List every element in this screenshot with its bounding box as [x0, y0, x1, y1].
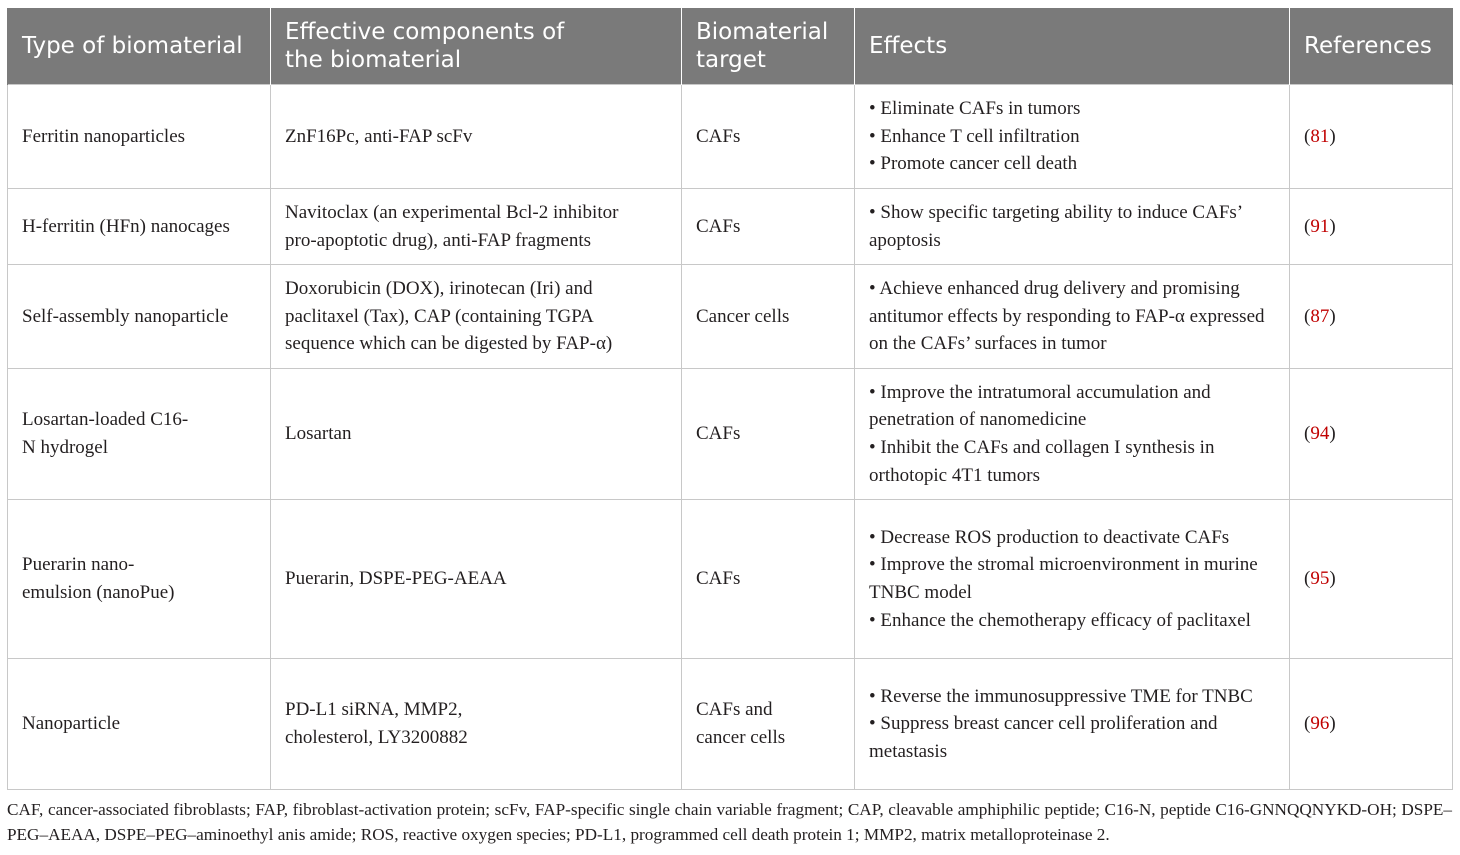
header-text-line: Effective components of	[285, 19, 565, 45]
cell-effects	[855, 85, 1290, 189]
effect-item: • Enhance T cell infiltration	[869, 125, 1080, 147]
cell-text-line: Self-assembly nanoparticle	[22, 305, 229, 327]
reference-link[interactable]: 94	[1310, 423, 1330, 445]
cell-text-line: CAFs	[696, 568, 741, 590]
cell-reference: (95)	[1290, 500, 1453, 659]
cell-text-line: pro-apoptotic drug), anti-FAP fragments	[285, 229, 592, 251]
table-row	[8, 369, 1453, 500]
cell-effects	[855, 500, 1290, 659]
header-type-of-biomaterial	[8, 8, 271, 85]
cell-reference: (91)	[1290, 189, 1453, 265]
cell-text-line: PD-L1 siRNA, MMP2,	[285, 699, 463, 721]
cell-components	[271, 369, 682, 500]
cell-text-line: Losartan	[285, 423, 352, 445]
cell-reference: (96)	[1290, 659, 1453, 790]
cell-target	[682, 85, 855, 189]
effects-list	[869, 95, 1275, 178]
cell-text-line: emulsion (nanoPue)	[22, 582, 175, 603]
effects-list	[869, 275, 1275, 358]
cell-target	[682, 369, 855, 500]
header-text-line: Biomaterial	[696, 19, 829, 45]
biomaterials-table	[7, 8, 1453, 790]
cell-target	[682, 265, 855, 369]
cell-text-line: CAFs	[696, 215, 741, 237]
cell-type	[8, 265, 271, 369]
cell-effects	[855, 189, 1290, 265]
cell-type	[8, 85, 271, 189]
header-effective-components	[271, 8, 682, 85]
cell-text-line: cancer cells	[696, 727, 786, 748]
header-effects	[855, 8, 1290, 85]
effect-item: • Improve the intratumoral accumulation and penetration of nanomedicine	[869, 381, 1211, 431]
effects-list	[869, 683, 1275, 766]
reference-link[interactable]: 91	[1310, 215, 1330, 237]
cell-components	[271, 659, 682, 790]
cell-components	[271, 189, 682, 265]
header-text-line: the biomaterial	[285, 47, 462, 73]
effect-item: • Achieve enhanced drug delivery and promising antitumor effects by responding to FAP-α expressed on the CAFs’ surfaces in tumor	[869, 278, 1265, 355]
cell-text-line: Nanoparticle	[22, 713, 121, 735]
cell-target	[682, 189, 855, 265]
cell-text-line: H-ferritin (HFn) nanocages	[22, 215, 230, 237]
cell-type	[8, 189, 271, 265]
effect-item: • Decrease ROS production to deactivate CAFs	[869, 526, 1230, 548]
effect-item: • Promote cancer cell death	[869, 153, 1078, 175]
cell-effects	[855, 265, 1290, 369]
table-footnote: CAF, cancer-associated fibroblasts; FAP, fibroblast-activation protein; scFv, FAP-specific single chain variable fragment; CAP, cleavable amphiphilic peptide; C16-N, peptide C16-GNNQQNYKD-OH; DSPE–PEG–AEAA, DSPE–PEG–aminoethyl anis amide; ROS, reactive oxygen species; PD-L1, programmed cell death protein 1; MMP2, matrix metalloproteinase 2.	[7, 800, 1452, 844]
cell-text-line: Puerarin nano-	[22, 554, 135, 576]
reference-link[interactable]: 87	[1310, 305, 1330, 327]
effect-item: • Inhibit the CAFs and collagen I synthesis in orthotopic 4T1 tumors	[869, 437, 1215, 486]
cell-text-line: Ferritin nanoparticles	[22, 125, 186, 147]
table-body	[8, 85, 1453, 790]
cell-text-line: cholesterol, LY3200882	[285, 727, 468, 748]
table-header	[8, 8, 1453, 85]
cell-text-line: Losartan-loaded C16-	[22, 409, 189, 431]
effect-item: • Show specific targeting ability to induce CAFs’ apoptosis	[869, 201, 1242, 251]
cell-text-line: CAFs	[696, 125, 741, 147]
reference-link[interactable]: 96	[1310, 713, 1330, 735]
cell-text-line: ZnF16Pc, anti-FAP scFv	[285, 125, 473, 147]
cell-reference: (94)	[1290, 369, 1453, 500]
reference-link[interactable]: 81	[1310, 125, 1330, 147]
cell-reference: (81)	[1290, 85, 1453, 189]
cell-text-line: CAFs	[696, 423, 741, 445]
cell-type	[8, 500, 271, 659]
cell-effects	[855, 369, 1290, 500]
cell-components	[271, 85, 682, 189]
table-row	[8, 189, 1453, 265]
effects-list	[869, 524, 1275, 634]
header-text-line: target	[696, 47, 766, 73]
cell-text-line: Navitoclax (an experimental Bcl-2 inhibitor	[285, 201, 619, 223]
effects-list	[869, 199, 1275, 254]
table-row	[8, 265, 1453, 369]
cell-components	[271, 500, 682, 659]
cell-text-line: Doxorubicin (DOX), irinotecan (Iri) and	[285, 278, 593, 300]
reference-link[interactable]: 95	[1310, 568, 1330, 590]
effect-item: • Eliminate CAFs in tumors	[869, 98, 1081, 120]
header-biomaterial-target	[682, 8, 855, 85]
biomaterials-table-container	[7, 8, 1452, 790]
cell-text-line: Puerarin, DSPE-PEG-AEAA	[285, 568, 507, 590]
effect-item: • Suppress breast cancer cell proliferation and metastasis	[869, 713, 1218, 762]
cell-text-line: sequence which can be digested by FAP-α)	[285, 333, 613, 355]
cell-reference: (87)	[1290, 265, 1453, 369]
table-row	[8, 85, 1453, 189]
cell-target	[682, 659, 855, 790]
effect-item: • Reverse the immunosuppressive TME for TNBC	[869, 685, 1253, 707]
cell-text-line: N hydrogel	[22, 437, 109, 458]
cell-effects	[855, 659, 1290, 790]
effects-list	[869, 379, 1275, 489]
header-references	[1290, 8, 1453, 85]
table-row	[8, 500, 1453, 659]
cell-text-line: paclitaxel (Tax), CAP (containing TGPA	[285, 305, 594, 327]
header-text-line: References	[1304, 33, 1432, 59]
header-text-line: Effects	[869, 33, 948, 59]
cell-components	[271, 265, 682, 369]
header-text-line: Type of biomaterial	[22, 33, 243, 59]
effect-item: • Enhance the chemotherapy efficacy of paclitaxel	[869, 609, 1251, 631]
table-row	[8, 659, 1453, 790]
cell-text-line: CAFs and	[696, 699, 773, 721]
cell-text-line: Cancer cells	[696, 305, 790, 327]
cell-type	[8, 369, 271, 500]
effect-item: • Improve the stromal microenvironment in murine TNBC model	[869, 554, 1258, 603]
cell-type	[8, 659, 271, 790]
header-row	[8, 8, 1453, 85]
cell-target	[682, 500, 855, 659]
